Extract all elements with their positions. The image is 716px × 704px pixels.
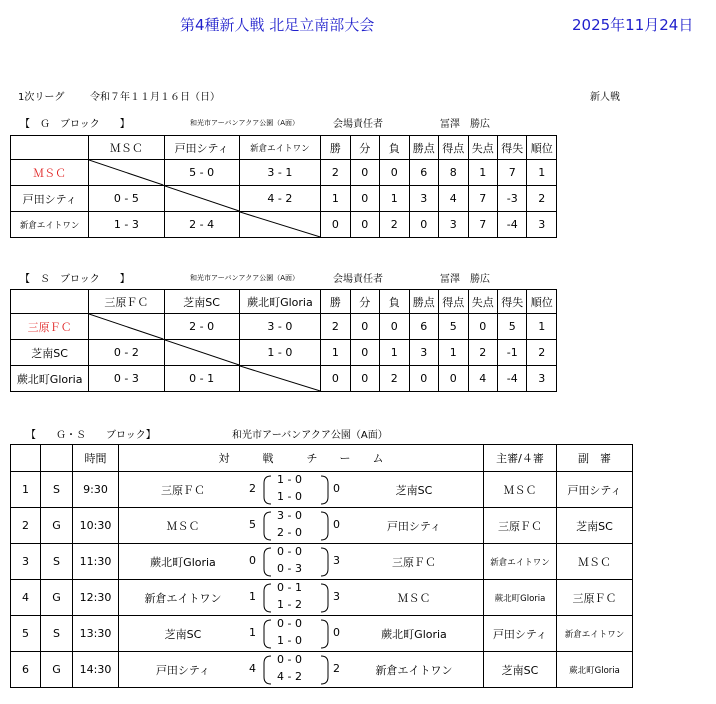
- match-number: 6: [11, 652, 41, 688]
- away-score: 0: [333, 482, 340, 495]
- away-score: 3: [333, 590, 340, 603]
- self-match-cell: [164, 340, 239, 366]
- result-cell: 1 - 3: [89, 212, 164, 238]
- assistant-referee: 蕨北町Gloria: [557, 652, 633, 688]
- result-cell: 0 - 1: [164, 366, 239, 392]
- self-match-cell: [89, 160, 164, 186]
- stat-cell: 7: [468, 186, 497, 212]
- away-score: 2: [333, 662, 340, 675]
- g-block-venue: 和光市アーバンアクア公園（A面）: [190, 119, 300, 127]
- left-bracket-icon: [261, 547, 273, 577]
- stat-cell: 0: [380, 314, 409, 340]
- stat-cell: 3: [527, 212, 557, 238]
- col-header: 失点: [468, 136, 497, 160]
- table-row: [11, 472, 633, 508]
- row-team: 戸田シティ: [11, 186, 89, 212]
- corner-cell: [11, 290, 89, 314]
- result-cell: 1 - 0: [239, 340, 320, 366]
- away-team: 戸田シティ: [386, 520, 442, 533]
- stat-cell: 2: [321, 314, 350, 340]
- col-team: ＭＳＣ: [89, 136, 164, 160]
- col-header: 得失: [497, 290, 526, 314]
- match-time: 9:30: [73, 472, 119, 508]
- left-bracket-icon: [261, 619, 273, 649]
- right-bracket-icon: [319, 619, 331, 649]
- stat-cell: 0: [350, 160, 379, 186]
- match-block: S: [41, 544, 73, 580]
- stat-cell: 3: [527, 366, 557, 392]
- table-row: [11, 544, 633, 580]
- match-cell: [119, 580, 484, 616]
- league-date: 令和７年１１月１６日（日）: [90, 92, 220, 103]
- table-row: [11, 652, 633, 688]
- stat-cell: -3: [497, 186, 526, 212]
- stat-cell: 0: [350, 186, 379, 212]
- self-match-cell: [239, 212, 320, 238]
- match-number: 1: [11, 472, 41, 508]
- second-half-score: 1 - 2: [277, 598, 302, 611]
- home-score: 5: [249, 518, 256, 531]
- result-cell: 4 - 2: [239, 186, 320, 212]
- right-bracket-icon: [319, 511, 331, 541]
- g-block-table: [10, 135, 557, 238]
- col-team: 三原ＦＣ: [89, 290, 164, 314]
- schedule-table: [10, 444, 633, 688]
- match-block: G: [41, 508, 73, 544]
- match-cell: [119, 652, 484, 688]
- away-team: 三原ＦＣ: [392, 556, 436, 569]
- stat-cell: 1: [527, 160, 557, 186]
- self-match-cell: [239, 366, 320, 392]
- col-header: 分: [350, 290, 379, 314]
- col-header: 分: [350, 136, 379, 160]
- schedule-venue: 和光市アーバンアクア公園（A面）: [232, 430, 388, 441]
- stat-cell: 2: [527, 340, 557, 366]
- col-header: 得失: [497, 136, 526, 160]
- home-score: 2: [249, 482, 256, 495]
- stat-cell: 7: [497, 160, 526, 186]
- g-block-manager-label: 会場責任者: [333, 119, 383, 130]
- stat-cell: 0: [409, 212, 438, 238]
- page-date: 2025年11月24日: [572, 16, 694, 34]
- category-label: 新人戦: [590, 92, 620, 103]
- match-block: G: [41, 580, 73, 616]
- stat-cell: 1: [321, 186, 350, 212]
- right-bracket-icon: [319, 475, 331, 505]
- stat-cell: 1: [321, 340, 350, 366]
- away-team: 新倉エイトワン: [375, 664, 453, 677]
- right-bracket-icon: [319, 655, 331, 685]
- assistant-referee: 芝南SC: [557, 508, 633, 544]
- away-team: ＭＳＣ: [397, 592, 431, 605]
- left-bracket-icon: [261, 511, 273, 541]
- match-number: 5: [11, 616, 41, 652]
- match-cell: [119, 472, 484, 508]
- stat-cell: 1: [380, 340, 409, 366]
- table-row: [11, 212, 557, 238]
- s-block-manager-label: 会場責任者: [333, 274, 383, 285]
- home-score: 4: [249, 662, 256, 675]
- page-title: 第4種新人戦 北足立南部大会: [180, 16, 375, 34]
- stat-cell: 1: [439, 340, 468, 366]
- stat-cell: 4: [439, 186, 468, 212]
- corner-cell: [11, 136, 89, 160]
- home-team: 蕨北町Gloria: [150, 556, 216, 569]
- stat-cell: 6: [409, 314, 438, 340]
- table-row: [11, 580, 633, 616]
- table-row: [11, 508, 633, 544]
- referee: ＭＳＣ: [484, 472, 557, 508]
- col-header: 順位: [527, 136, 557, 160]
- home-score: 1: [249, 590, 256, 603]
- stat-cell: 0: [321, 366, 350, 392]
- first-half-score: 0 - 0: [277, 545, 302, 558]
- stat-cell: 2: [380, 212, 409, 238]
- stat-cell: 0: [380, 160, 409, 186]
- corner-cell: [11, 445, 41, 472]
- match-time: 11:30: [73, 544, 119, 580]
- stat-cell: 0: [350, 340, 379, 366]
- assistant-referee: 戸田シティ: [557, 472, 633, 508]
- home-score: 1: [249, 626, 256, 639]
- stat-cell: 1: [527, 314, 557, 340]
- stat-cell: 3: [409, 340, 438, 366]
- s-block-heading: 【 Ｓ ブロック 】: [20, 274, 130, 285]
- second-half-score: 1 - 0: [277, 490, 302, 503]
- self-match-cell: [89, 314, 164, 340]
- match-number: 4: [11, 580, 41, 616]
- self-match-cell: [164, 186, 239, 212]
- row-team: 三原ＦＣ: [11, 314, 89, 340]
- referee: 三原ＦＣ: [484, 508, 557, 544]
- stat-cell: 4: [468, 366, 497, 392]
- league-round: 1次リーグ: [18, 92, 65, 103]
- col-team: 蕨北町Gloria: [239, 290, 320, 314]
- home-team: 三原ＦＣ: [161, 484, 205, 497]
- col-header-referee: 主審/４審: [484, 445, 557, 472]
- stat-cell: 0: [439, 366, 468, 392]
- corner-cell: [41, 445, 73, 472]
- result-cell: 3 - 0: [239, 314, 320, 340]
- row-team: 蕨北町Gloria: [11, 366, 89, 392]
- table-row: [11, 160, 557, 186]
- s-block-venue: 和光市アーバンアクア公園（A面）: [190, 274, 300, 282]
- g-block-manager-name: 冨澤 勝広: [440, 119, 490, 130]
- s-block-manager-name: 冨澤 勝広: [440, 274, 490, 285]
- table-row: [11, 186, 557, 212]
- table-row: [11, 616, 633, 652]
- match-block: G: [41, 652, 73, 688]
- col-header: 負: [380, 136, 409, 160]
- first-half-score: 1 - 0: [277, 473, 302, 486]
- stat-cell: 1: [468, 160, 497, 186]
- match-block: S: [41, 616, 73, 652]
- left-bracket-icon: [261, 475, 273, 505]
- result-cell: 0 - 5: [89, 186, 164, 212]
- away-score: 3: [333, 554, 340, 567]
- col-header: 勝点: [409, 290, 438, 314]
- col-header-time: 時間: [73, 445, 119, 472]
- away-team: 蕨北町Gloria: [381, 628, 447, 641]
- row-team: 新倉エイトワン: [11, 212, 89, 238]
- second-half-score: 2 - 0: [277, 526, 302, 539]
- stat-cell: 3: [409, 186, 438, 212]
- col-team: 戸田シティ: [164, 136, 239, 160]
- col-header: 得点: [439, 136, 468, 160]
- stat-cell: 0: [350, 314, 379, 340]
- match-time: 12:30: [73, 580, 119, 616]
- stat-cell: 0: [468, 314, 497, 340]
- home-team: 芝南SC: [164, 628, 202, 641]
- match-block: S: [41, 472, 73, 508]
- stat-cell: -1: [497, 340, 526, 366]
- schedule-heading: 【 Ｇ・Ｓ ブロック】: [26, 430, 156, 441]
- away-score: 0: [333, 626, 340, 639]
- table-row: [11, 314, 557, 340]
- result-cell: 2 - 0: [164, 314, 239, 340]
- left-bracket-icon: [261, 655, 273, 685]
- referee: 芝南SC: [484, 652, 557, 688]
- home-score: 0: [249, 554, 256, 567]
- col-header-assistant: 副 審: [557, 445, 633, 472]
- match-time: 14:30: [73, 652, 119, 688]
- referee: 蕨北町Gloria: [484, 580, 557, 616]
- left-bracket-icon: [261, 583, 273, 613]
- result-cell: 2 - 4: [164, 212, 239, 238]
- match-cell: [119, 508, 484, 544]
- stat-cell: -4: [497, 366, 526, 392]
- match-time: 13:30: [73, 616, 119, 652]
- referee: 新倉エイトワン: [484, 544, 557, 580]
- away-score: 0: [333, 518, 340, 531]
- col-header-match: 対 戦 チ ー ム: [119, 445, 484, 472]
- match-cell: [119, 544, 484, 580]
- col-header: 負: [380, 290, 409, 314]
- assistant-referee: ＭＳＣ: [557, 544, 633, 580]
- match-cell: [119, 616, 484, 652]
- second-half-score: 4 - 2: [277, 670, 302, 683]
- stat-cell: 5: [439, 314, 468, 340]
- stat-cell: 7: [468, 212, 497, 238]
- col-header: 失点: [468, 290, 497, 314]
- home-team: 新倉エイトワン: [144, 592, 222, 605]
- row-team: ＭＳＣ: [11, 160, 89, 186]
- stat-cell: 0: [350, 212, 379, 238]
- result-cell: 0 - 2: [89, 340, 164, 366]
- col-header: 勝: [321, 136, 350, 160]
- stat-cell: 2: [468, 340, 497, 366]
- home-team: 戸田シティ: [155, 664, 211, 677]
- second-half-score: 0 - 3: [277, 562, 302, 575]
- first-half-score: 3 - 0: [277, 509, 302, 522]
- stat-cell: 0: [350, 366, 379, 392]
- s-block-table: [10, 289, 557, 392]
- stat-cell: 2: [380, 366, 409, 392]
- assistant-referee: 三原ＦＣ: [557, 580, 633, 616]
- stat-cell: 8: [439, 160, 468, 186]
- col-header: 得点: [439, 290, 468, 314]
- match-time: 10:30: [73, 508, 119, 544]
- stat-cell: 6: [409, 160, 438, 186]
- stat-cell: -4: [497, 212, 526, 238]
- assistant-referee: 新倉エイトワン: [557, 616, 633, 652]
- stat-cell: 0: [321, 212, 350, 238]
- away-team: 芝南SC: [395, 484, 433, 497]
- col-header: 勝: [321, 290, 350, 314]
- second-half-score: 1 - 0: [277, 634, 302, 647]
- col-team: 芝南SC: [164, 290, 239, 314]
- row-team: 芝南SC: [11, 340, 89, 366]
- stat-cell: 5: [497, 314, 526, 340]
- col-team: 新倉エイトワン: [239, 136, 320, 160]
- table-row: [11, 340, 557, 366]
- match-number: 3: [11, 544, 41, 580]
- stat-cell: 2: [321, 160, 350, 186]
- result-cell: 0 - 3: [89, 366, 164, 392]
- stat-cell: 3: [439, 212, 468, 238]
- referee: 戸田シティ: [484, 616, 557, 652]
- result-cell: 3 - 1: [239, 160, 320, 186]
- col-header: 勝点: [409, 136, 438, 160]
- col-header: 順位: [527, 290, 557, 314]
- match-number: 2: [11, 508, 41, 544]
- first-half-score: 0 - 0: [277, 617, 302, 630]
- result-cell: 5 - 0: [164, 160, 239, 186]
- table-row: [11, 366, 557, 392]
- home-team: ＭＳＣ: [166, 520, 200, 533]
- first-half-score: 0 - 0: [277, 653, 302, 666]
- first-half-score: 0 - 1: [277, 581, 302, 594]
- right-bracket-icon: [319, 547, 331, 577]
- stat-cell: 0: [409, 366, 438, 392]
- right-bracket-icon: [319, 583, 331, 613]
- g-block-heading: 【 Ｇ ブロック 】: [20, 119, 130, 130]
- stat-cell: 1: [380, 186, 409, 212]
- stat-cell: 2: [527, 186, 557, 212]
